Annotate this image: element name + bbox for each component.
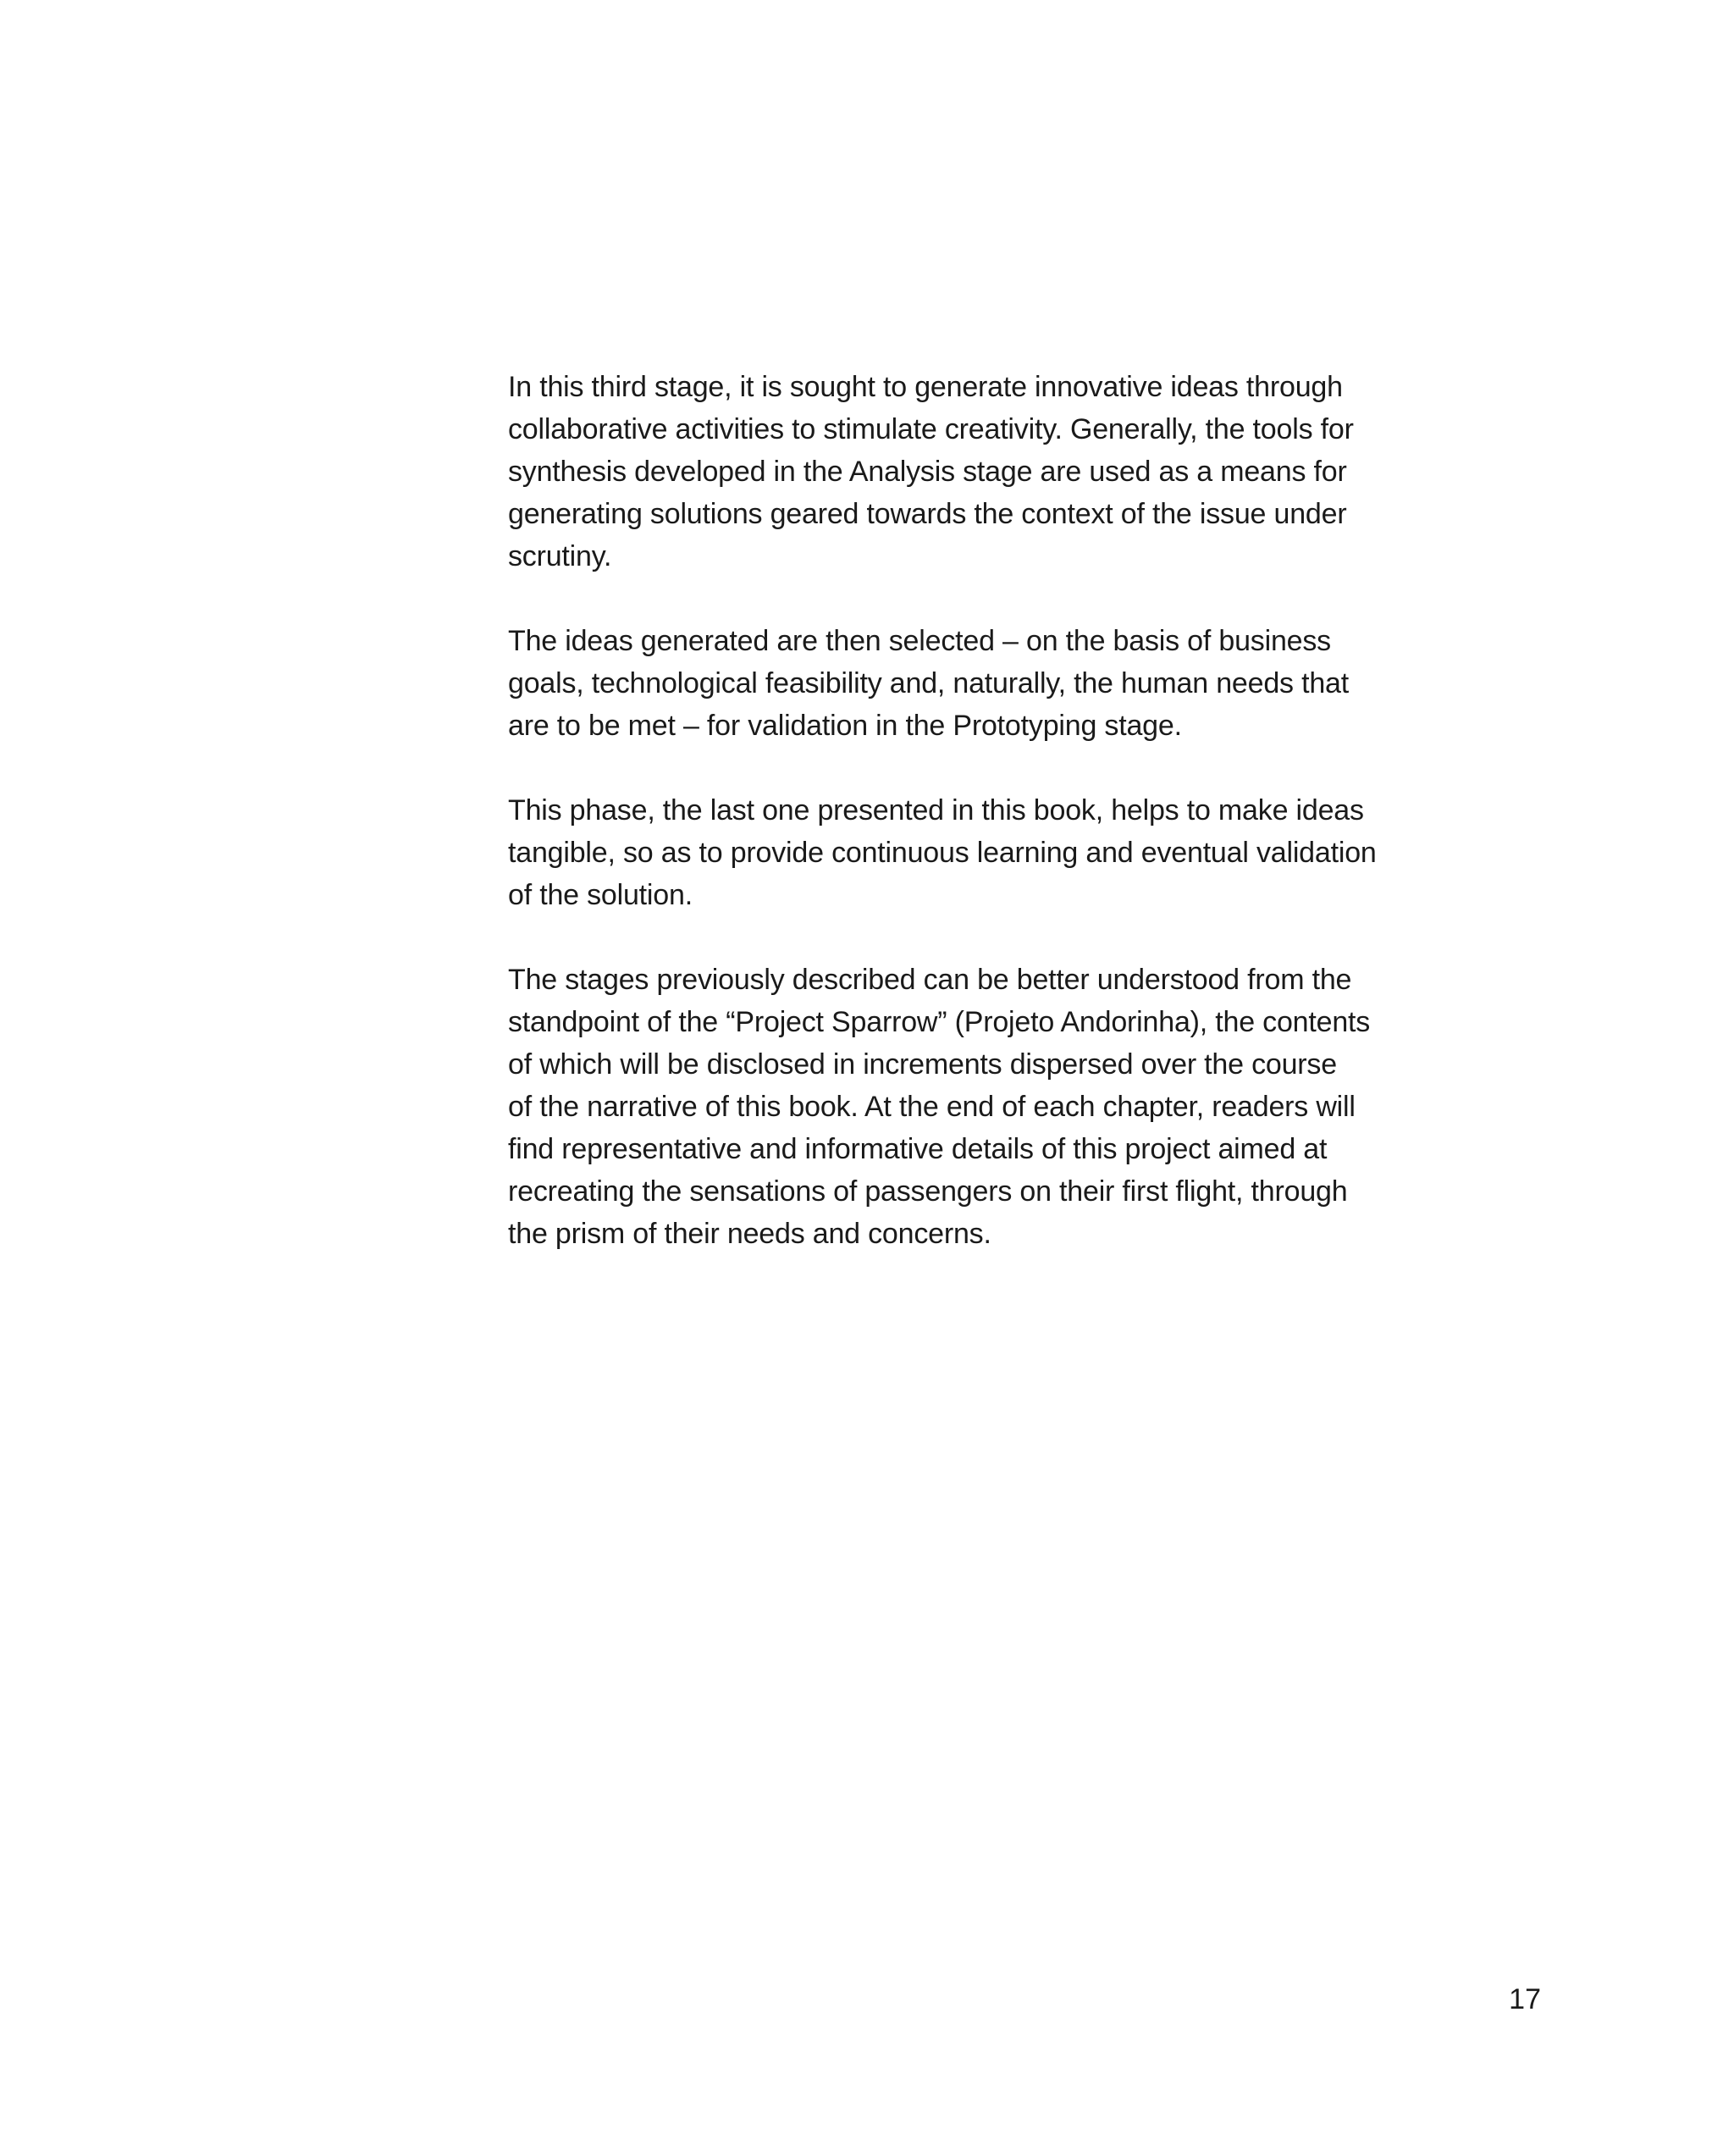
text-line: This phase, the last one presented in this book, helps to make ideas <box>508 794 1364 826</box>
text-line: The ideas generated are then selected – on the basis of business <box>508 625 1331 657</box>
paragraph-3 <box>508 789 1422 916</box>
text-line: synthesis developed in the Analysis stage are used as a means for <box>508 456 1347 488</box>
body-text <box>508 366 1422 1297</box>
text-line: of which will be disclosed in increments dispersed over the course <box>508 1048 1337 1081</box>
text-line: In this third stage, it is sought to generate innovative ideas through <box>508 371 1343 403</box>
text-line: find representative and informative details of this project aimed at <box>508 1133 1328 1165</box>
text-line: goals, technological feasibility and, naturally, the human needs that <box>508 667 1349 699</box>
text-line: recreating the sensations of passengers on their first flight, through <box>508 1175 1348 1208</box>
page-number: 17 <box>1509 1983 1541 2015</box>
text-line: scrutiny. <box>508 540 612 572</box>
text-line: standpoint of the “Project Sparrow” (Projeto Andorinha), the contents <box>508 1006 1371 1038</box>
paragraph-1 <box>508 366 1422 578</box>
text-line: collaborative activities to stimulate creativity. Generally, the tools for <box>508 413 1354 445</box>
text-line: the prism of their needs and concerns. <box>508 1218 991 1250</box>
text-line: generating solutions geared towards the context of the issue under <box>508 498 1347 530</box>
paragraph-2 <box>508 620 1422 747</box>
text-line: of the solution. <box>508 879 693 911</box>
text-line: tangible, so as to provide continuous learning and eventual validation <box>508 837 1377 869</box>
text-line: of the narrative of this book. At the end of each chapter, readers will <box>508 1091 1356 1123</box>
text-line: The stages previously described can be better understood from the <box>508 964 1352 996</box>
paragraph-4 <box>508 959 1422 1255</box>
text-line: are to be met – for validation in the Prototyping stage. <box>508 710 1182 742</box>
